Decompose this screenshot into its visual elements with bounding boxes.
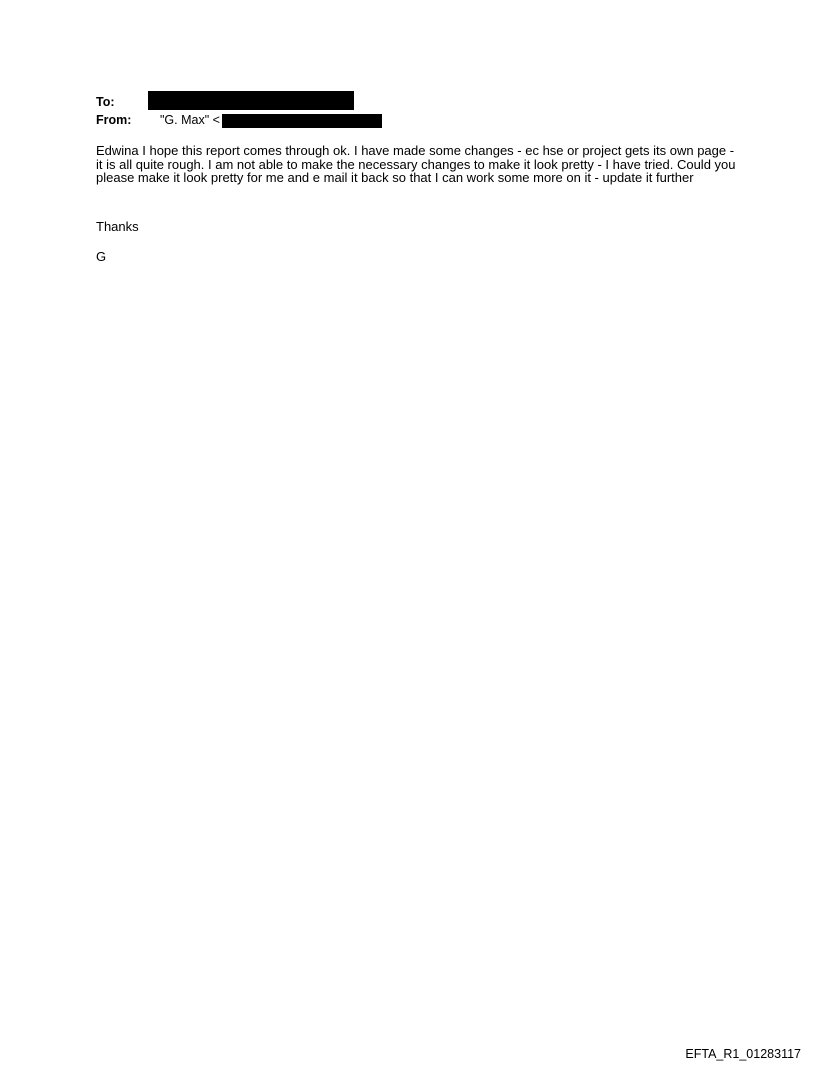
from-label: From:	[96, 113, 132, 127]
document-id: EFTA_R1_01283117	[685, 1047, 801, 1061]
to-redaction	[148, 91, 354, 110]
thanks-line: Thanks	[96, 219, 139, 234]
email-body: Edwina I hope this report comes through ok. I have made some changes - ec hse or project gets its own page - it is all quite rough. I am not able to make the necessary changes to make it look pretty - I have tried. Could you please make it look pretty for me and e mail it back so that I can work some more on it - update it further	[96, 143, 736, 186]
from-redaction	[222, 114, 382, 128]
signature: G	[96, 249, 107, 264]
from-value: "G. Max" <	[160, 113, 220, 127]
to-label: To:	[96, 95, 115, 109]
